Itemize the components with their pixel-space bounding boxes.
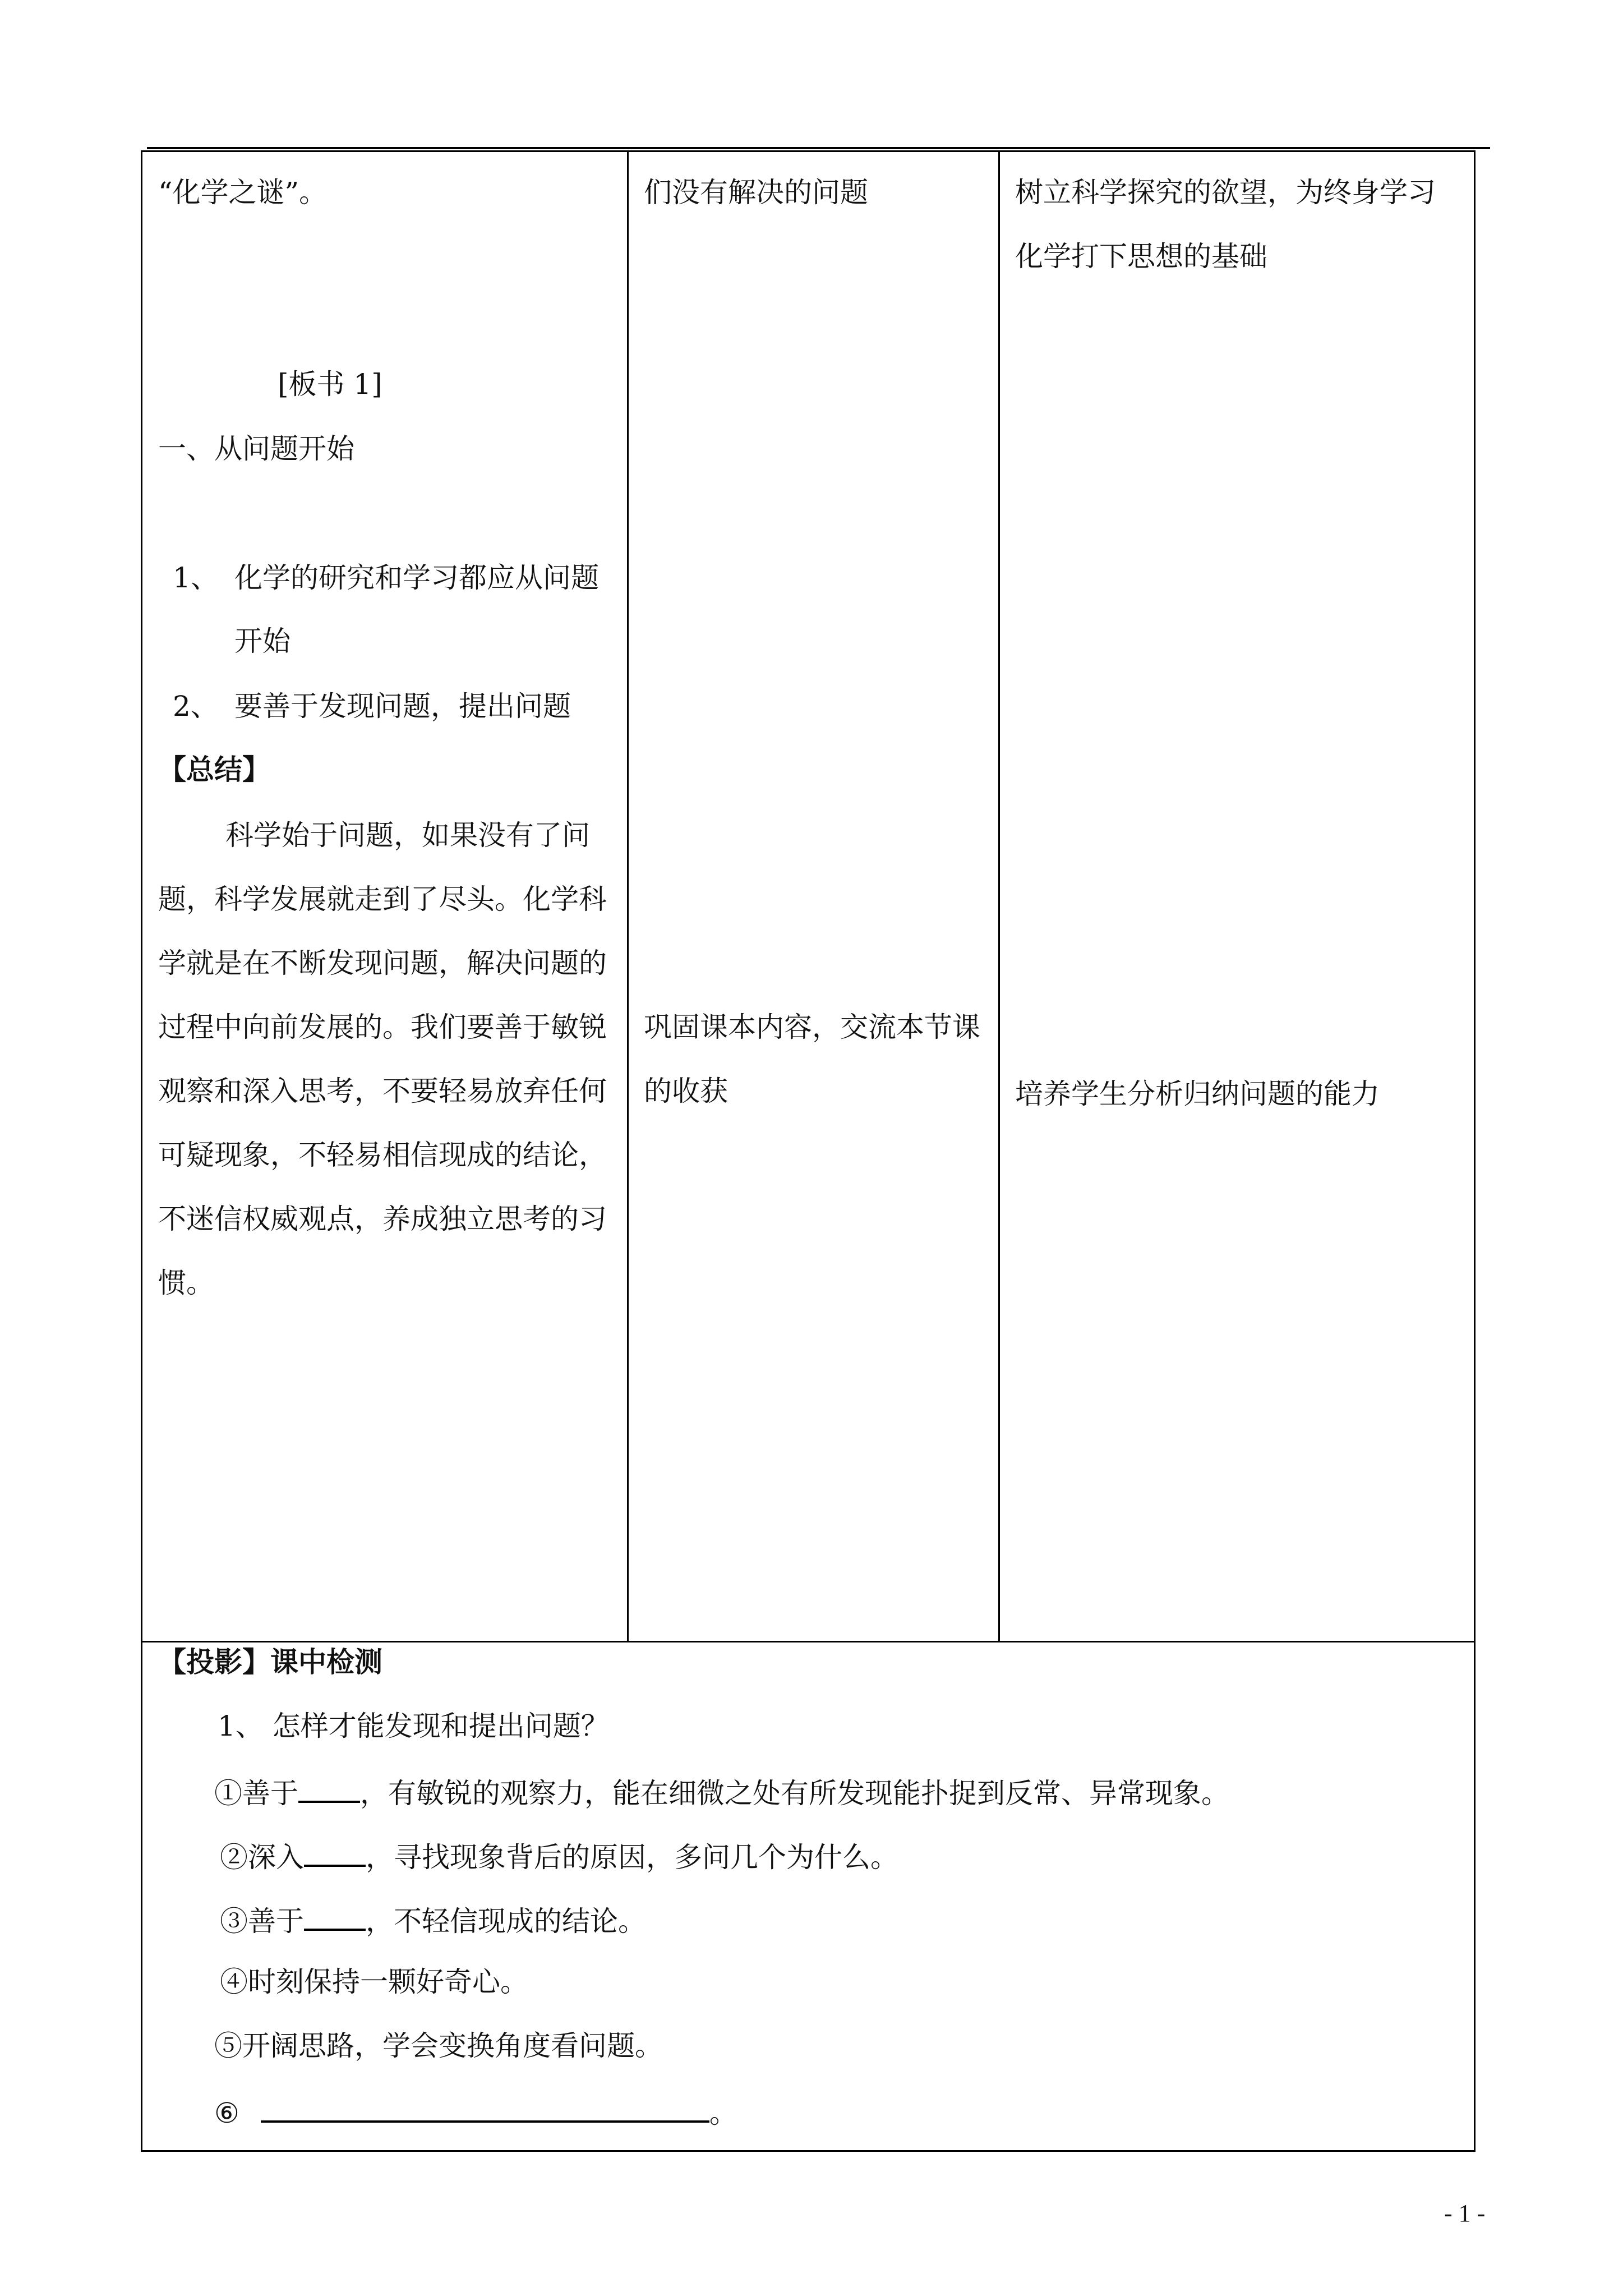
col2-text: 们没有解决的问题 [644,176,868,209]
board-heading: [板书 1] [278,368,382,401]
summary-line: 不迷信权威观点，养成独立思考的习 [158,1203,607,1235]
answer-blank[interactable] [298,1776,360,1803]
quiz-heading: 【投影】课中检测 [158,1645,382,1678]
item1-text-line1: 化学的研究和学习都应从问题 [234,562,599,594]
row-divider [141,1641,1476,1642]
page-number: - 1 - [1444,2200,1486,2227]
header-rule [147,147,1490,149]
item2-text: 要善于发现问题，提出问题 [234,690,571,723]
item1-text-line2: 开始 [234,625,291,657]
quiz-item-3-prefix: ③善于 [220,1905,304,1938]
answer-blank[interactable] [304,1904,366,1931]
quiz-item-2-suffix: ，寻找现象背后的原因，多问几个为什么。 [366,1841,898,1874]
summary-line: 学就是在不断发现问题，解决问题的 [158,947,607,979]
section-title: 一、从问题开始 [158,432,354,465]
column-divider-1 [627,150,629,1641]
column-divider-2 [998,150,1000,1641]
quiz-item-2 [220,1840,898,1874]
col3-text-line2: 化学打下思想的基础 [1015,240,1267,273]
answer-blank[interactable] [304,1840,366,1867]
quiz-item-6-suffix: 。 [709,2097,737,2129]
item1-number: 1、 [173,562,219,594]
quiz-question: 1、 怎样才能发现和提出问题？ [218,1710,609,1742]
summary-label: 【总结】 [158,753,270,786]
quiz-item-6-prefix: ⑥ [214,2097,239,2129]
col1-intro-text: “化学之谜”。 [158,176,328,209]
answer-blank-long[interactable] [261,2096,709,2123]
summary-line: 科学始于问题，如果没有了问 [225,819,590,852]
item2-number: 2、 [173,690,219,723]
col2-consolidate-line2: 的收获 [644,1075,728,1107]
summary-line: 观察和深入思考，不要轻易放弃任何 [158,1075,607,1107]
col3-text-line1: 树立科学探究的欲望，为终身学习 [1015,176,1436,209]
quiz-item-1 [214,1776,1229,1810]
quiz-item-2-prefix: ②深入 [220,1841,304,1874]
summary-line: 题，科学发展就走到了尽头。化学科 [158,883,607,915]
quiz-item-4: ④时刻保持一颗好奇心。 [220,1966,528,1998]
col3-ability: 培养学生分析归纳问题的能力 [1015,1078,1380,1110]
col2-consolidate-line1: 巩固课本内容，交流本节课 [644,1011,980,1043]
quiz-item-6 [214,2096,737,2127]
quiz-item-1-prefix: ①善于 [214,1777,298,1810]
quiz-item-3 [220,1904,646,1938]
summary-line: 过程中向前发展的。我们要善于敏锐 [158,1011,607,1043]
quiz-item-5: ⑤开阔思路，学会变换角度看问题。 [214,2030,663,2062]
summary-line: 惯。 [158,1267,214,1299]
quiz-item-3-suffix: ，不轻信现成的结论。 [366,1905,646,1938]
summary-line: 可疑现象，不轻易相信现成的结论， [158,1139,607,1171]
quiz-item-1-suffix: ，有敏锐的观察力，能在细微之处有所发现能扑捉到反常、异常现象。 [360,1777,1229,1810]
